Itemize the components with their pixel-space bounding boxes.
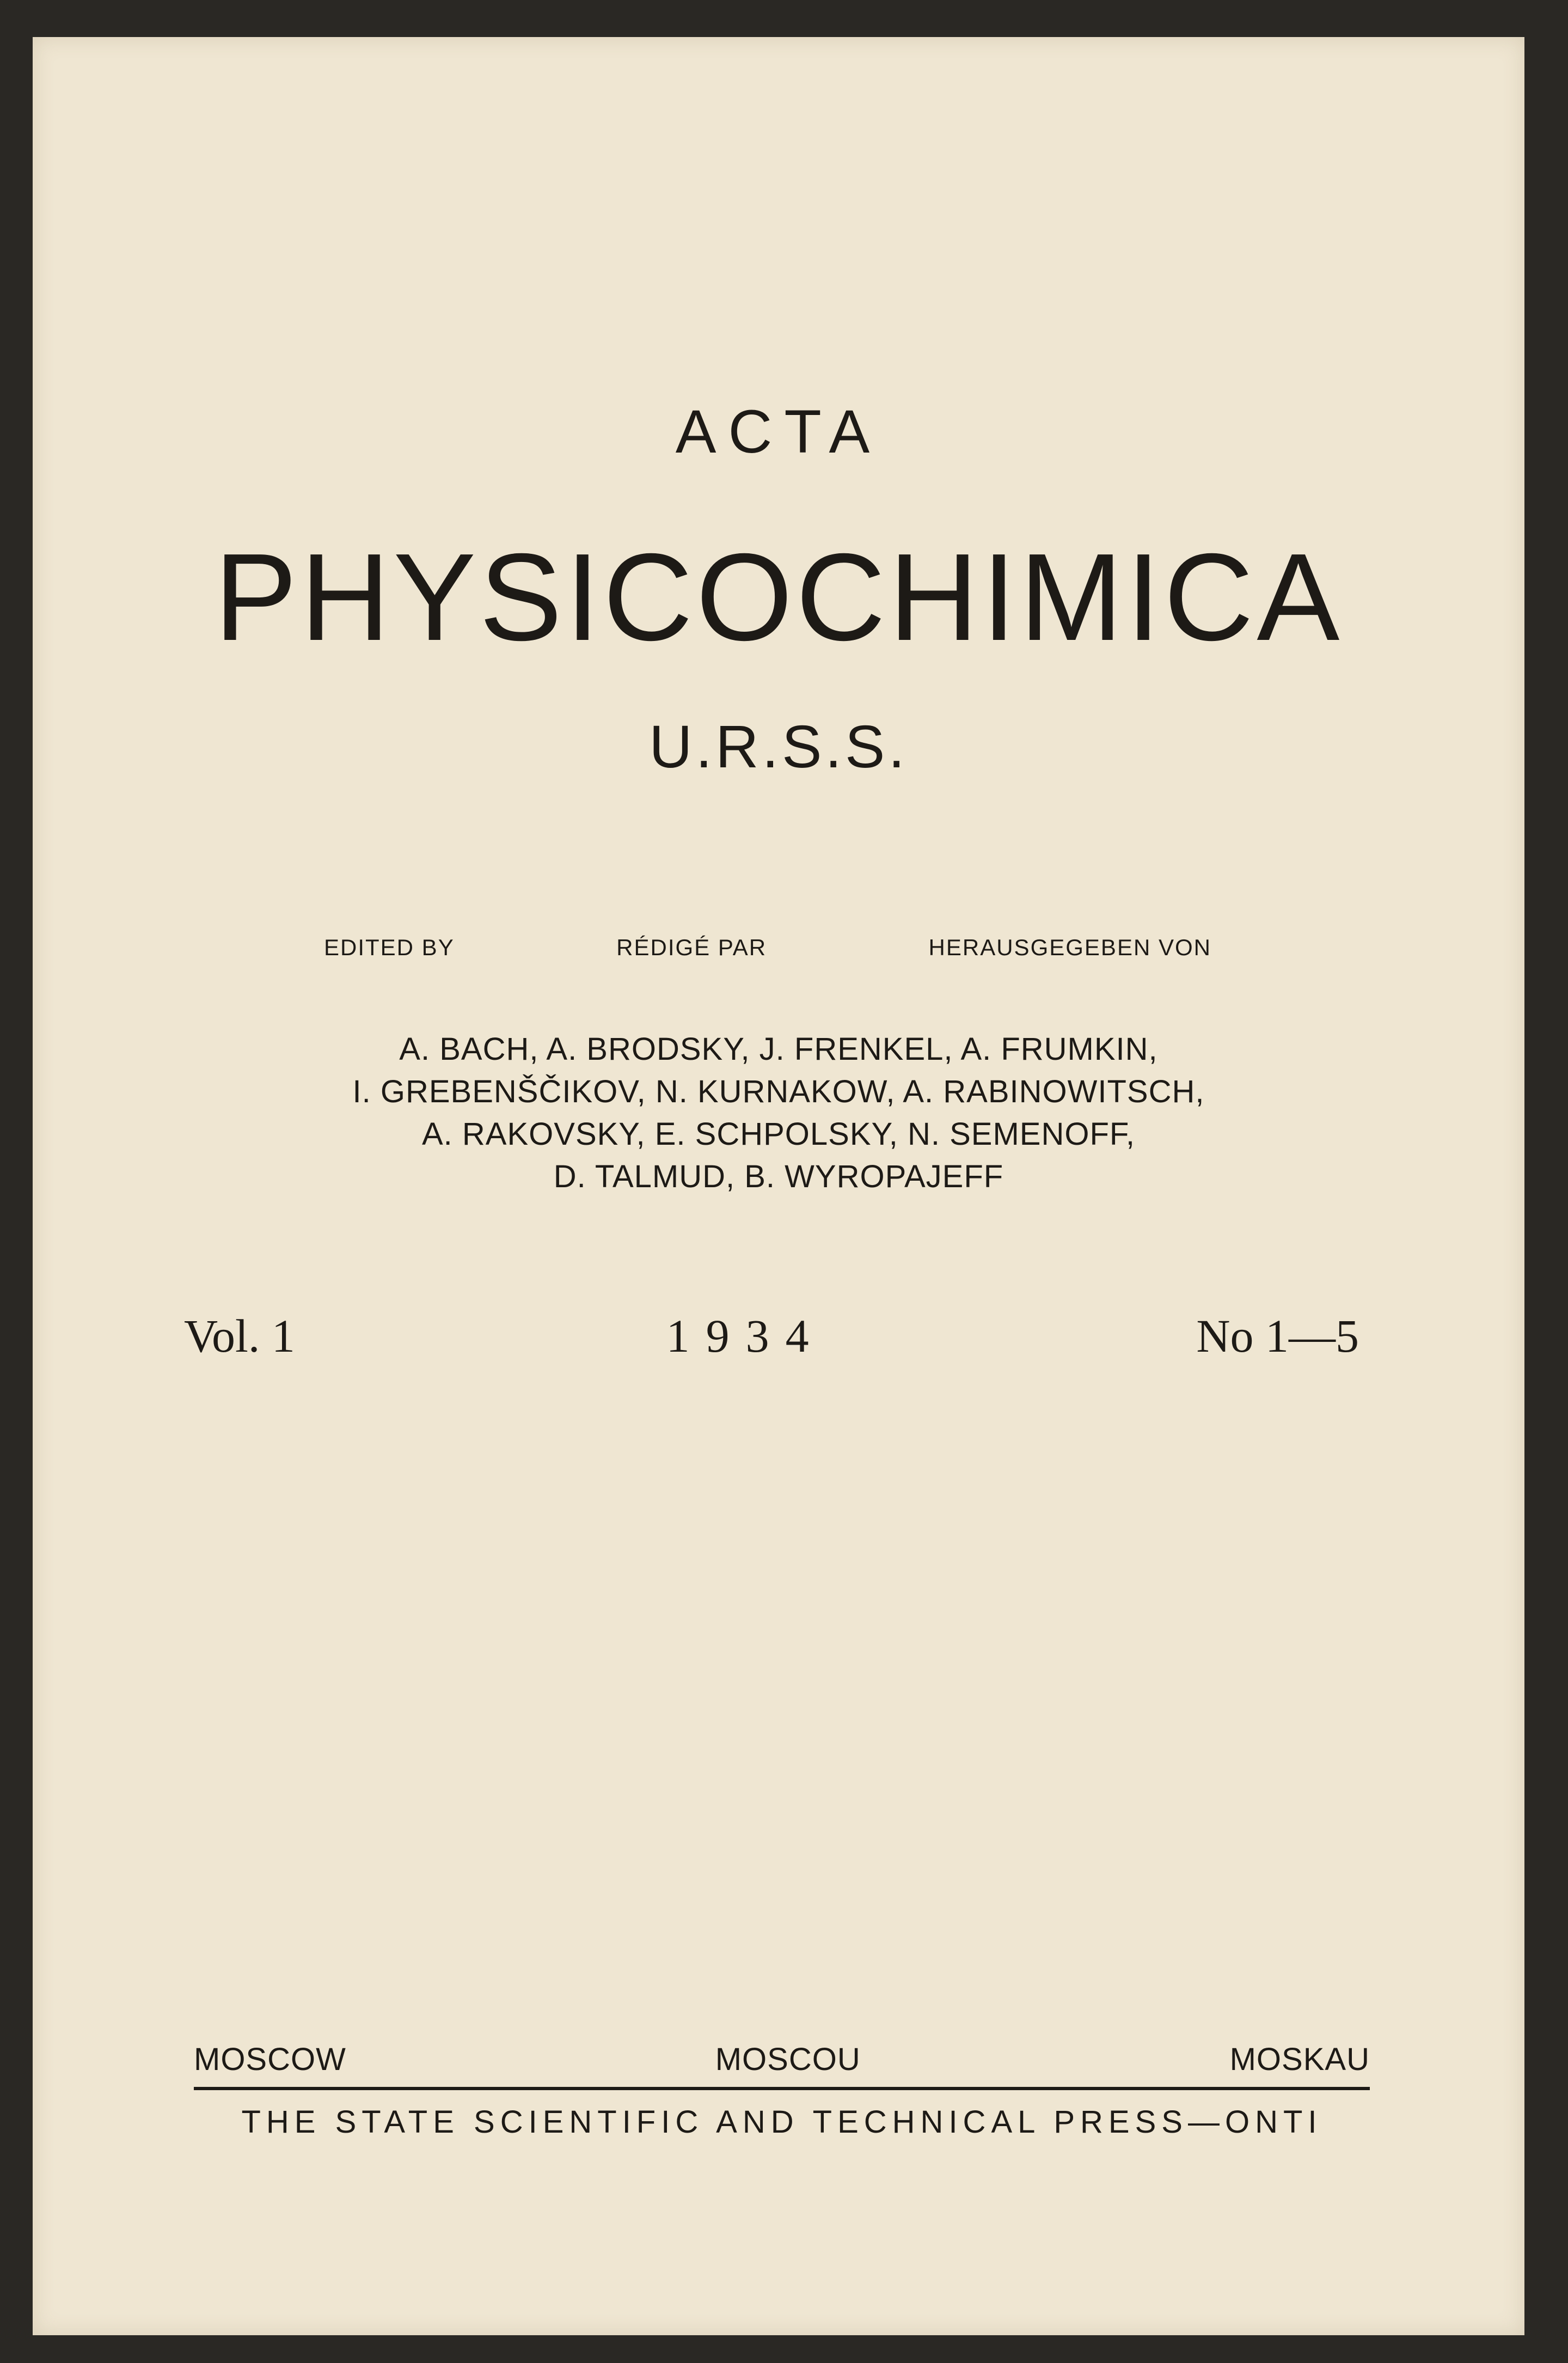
divider-rule [194,2087,1370,2090]
issue-year: 1934 [666,1310,825,1362]
editors-line: D. TALMUD, B. WYROPAJEFF [553,1159,1004,1194]
cover-page [33,37,1524,2335]
edited-by-fr: RÉDIGÉ PAR [616,935,767,960]
issue-row [184,1309,1359,1363]
issue-number: No 1—5 [1196,1310,1359,1362]
editors-list [33,1028,1524,1198]
editors-line: I. GREBENŠČIKOV, N. KURNAKOW, A. RABINOWITSCH, [352,1074,1205,1109]
edited-by-de: HERAUSGEGEBEN VON [928,935,1211,960]
editors-line: A. BACH, A. BRODSKY, J. FRENKEL, A. FRUMKIN, [399,1031,1158,1067]
city-de: MOSKAU [1229,2042,1370,2077]
journal-title: PHYSICOCHIMICA [214,528,1343,667]
journal-acta: ACTA [675,398,882,466]
city-en: MOSCOW [194,2042,346,2077]
editors-line: A. RAKOVSKY, E. SCHPOLSKY, N. SEMENOFF, [421,1116,1136,1152]
publisher-line: THE STATE SCIENTIFIC AND TECHNICAL PRESS—ONTI [241,2104,1322,2140]
edited-by-en: EDITED BY [324,935,455,960]
edited-by-row [324,935,1211,961]
city-fr: MOSCOU [715,2042,861,2077]
journal-country: U.R.S.S. [649,713,908,780]
cities-row [194,2041,1370,2078]
issue-volume: Vol. 1 [184,1310,295,1362]
